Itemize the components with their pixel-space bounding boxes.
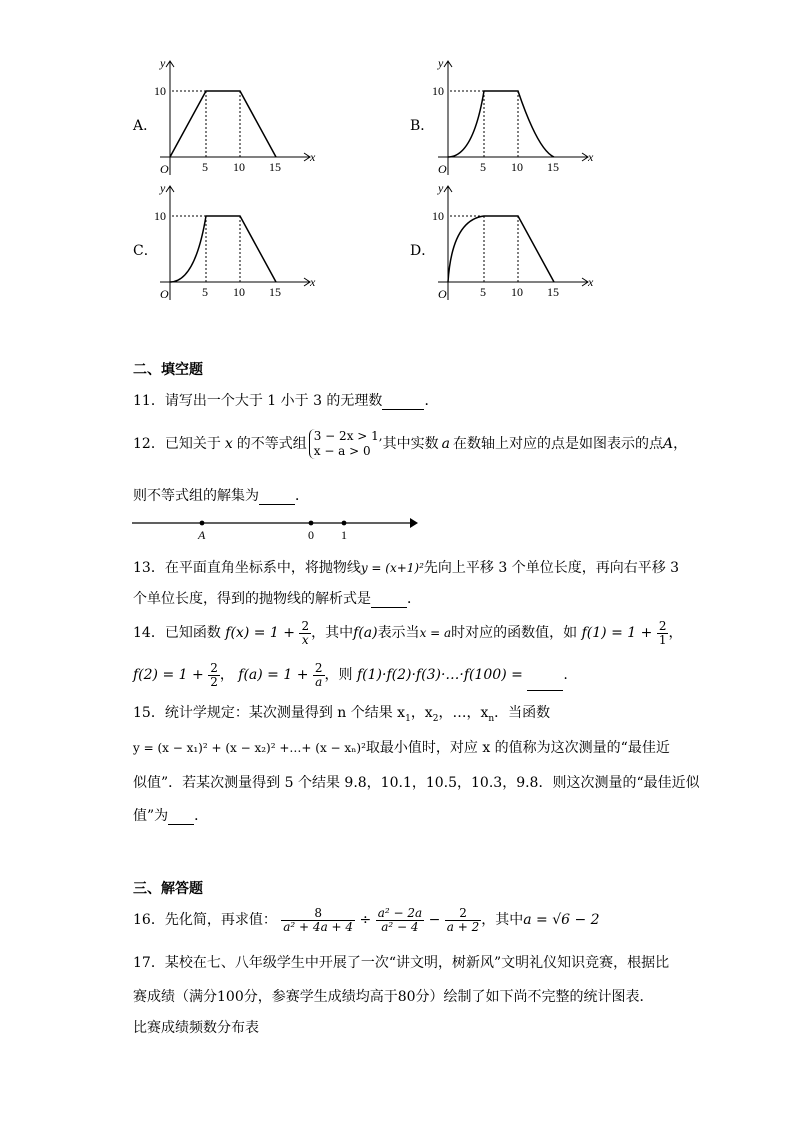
q12-text-4: 在数轴上对应的点是如图表示的点 (452, 436, 663, 452)
q14-text-2: ，其中 (311, 625, 354, 641)
q14-text-3: 表示当 (377, 625, 420, 641)
q12-text-5: ， (673, 436, 688, 452)
q14-answer-blank[interactable] (527, 660, 563, 691)
q14-sep: ， (219, 667, 234, 683)
origin-label: O (438, 287, 447, 301)
q11-text: 11．请写出一个大于 1 小于 3 的无理数 (133, 393, 383, 409)
question-16 (133, 905, 600, 935)
tick-10-y: 10 (432, 84, 444, 98)
q13-text-2: 先向上平移 3 个单位长度，再向右平移 3 (423, 560, 680, 576)
option-c-label[interactable]: C． (133, 243, 158, 259)
q12-text-1: 12．已知关于 (133, 436, 221, 452)
dashed-guides (172, 91, 240, 157)
q16-condition: a = √6 − 2 (523, 912, 600, 928)
tick-5: 5 (480, 285, 486, 299)
tick-5: 5 (202, 285, 208, 299)
q15-line-2 (133, 737, 670, 757)
tick-15: 15 (269, 285, 281, 299)
inequality-2: x − a > 0 (313, 444, 371, 458)
curve (170, 91, 276, 157)
point-A (200, 521, 205, 526)
question-11 (133, 390, 438, 410)
curve (170, 216, 276, 282)
q14-fa: f(a) (353, 625, 378, 641)
q14-text-4: 时对应的函数值，如 (451, 625, 578, 641)
q14-f1-fraction: $\frac{2}{1}$ (658, 618, 667, 647)
number-line-label-1: 1 (341, 528, 347, 542)
question-14 (133, 618, 682, 648)
option-c-graph (150, 180, 320, 310)
q14-fa2: f(a) = 1 + (238, 667, 309, 683)
q15-formula: y = (x − x₁)² + (x − x₂)² +…+ (x − xₙ)² (133, 741, 366, 755)
q16-fraction-3: $\frac{2}{a + 2}$ (446, 905, 480, 934)
q12-text-2: 的不等式组 (236, 436, 307, 452)
point-1 (342, 521, 347, 526)
q14-text-1: 14．已知函数 (133, 625, 221, 641)
option-d-graph (428, 180, 598, 310)
axes (160, 61, 310, 175)
y-axis-label: y (160, 56, 166, 70)
question-13 (133, 557, 679, 577)
tick-5: 5 (202, 160, 208, 174)
q12-end: ． (295, 488, 309, 504)
x-axis-label: x (310, 150, 316, 164)
tick-10-x: 10 (233, 160, 245, 174)
q17-line-3: 比赛成绩频数分布表 (133, 1020, 259, 1036)
tick-15: 15 (269, 160, 281, 174)
q15-line-3: 似值”．若某次测量得到 5 个结果 9.8，10.1，10.5，10.3，9.8．则这次测量的“最佳近似 (133, 775, 700, 791)
q15-text-2: 取最小值时，对应 x 的值称为这次测量的“最佳近 (365, 740, 670, 756)
y-axis-label: y (438, 56, 444, 70)
q12-var-x: x (224, 436, 233, 452)
q14-f1: f(1) = 1 + (581, 625, 653, 641)
q15-text-1: 15．统计学规定：某次测量得到 n 个结果 x (133, 705, 406, 721)
question-12 (133, 428, 687, 460)
q14-xa: x = a (419, 626, 452, 640)
q13-answer-blank[interactable] (371, 591, 407, 608)
q13-line-2 (133, 588, 421, 608)
point-0 (309, 521, 314, 526)
number-line-label-0: 0 (308, 528, 314, 542)
question-15: 15．统计学规定：某次测量得到 n 个结果 $x_1$，$x_2$，…，$x_n$．当函数 (133, 705, 551, 724)
q12-text-3: 其中实数 (382, 436, 439, 452)
q13-text-1: 13．在平面直角坐标系中，将抛物线 (133, 560, 361, 576)
tick-10-y: 10 (154, 209, 166, 223)
q16-text-1: 16．先化简，再求值： (133, 912, 277, 928)
q14-f2-fraction: $\frac{2}{2}$ (210, 660, 218, 689)
curve (448, 216, 554, 282)
dashed-guides (450, 216, 518, 282)
option-b-graph (428, 55, 598, 185)
arrow-icon (410, 518, 418, 528)
q12-answer-blank[interactable] (259, 488, 295, 505)
origin-label: O (438, 162, 447, 176)
dashed-guides (172, 216, 240, 282)
q15-end: ． (194, 808, 209, 824)
number-line-label-A: A (198, 528, 206, 542)
tick-10-x: 10 (511, 160, 523, 174)
tick-10-y: 10 (432, 209, 444, 223)
q16-fraction-1: $\frac{8}{\text{a² + 4a + 4}}$ (283, 905, 354, 934)
q16-fraction-2: $\frac{\text{a² − 2a}}{\text{a² − 4}}$ (377, 905, 423, 934)
q14-fx-fraction: $\frac{2}{x}$ (301, 618, 310, 647)
q15-line-4 (133, 805, 208, 825)
y-axis-label: y (438, 181, 444, 195)
x-axis-label: x (588, 275, 594, 289)
x-axis-label: x (588, 150, 594, 164)
tick-15: 15 (547, 160, 559, 174)
q14-text-5: ， (668, 625, 683, 641)
section-2-title: 二、填空题 (133, 362, 203, 378)
q16-divide: ÷ (359, 912, 372, 928)
dashed-guides (450, 91, 518, 157)
tick-5: 5 (480, 160, 486, 174)
axes (438, 61, 588, 175)
q14-text-6: ，则 (324, 667, 353, 683)
axes (160, 186, 310, 300)
curve (448, 91, 554, 157)
q11-end: ． (424, 393, 439, 409)
q14-fx: f(x) = 1 + (225, 625, 296, 641)
q13-end: ． (407, 591, 421, 607)
tick-10-x: 10 (511, 285, 523, 299)
q14-line-2 (133, 660, 568, 691)
q12-var-a: a (441, 436, 450, 452)
y-axis-label: y (160, 181, 166, 195)
q17-line-1: 17．某校在七、八年级学生中开展了一次“讲文明，树新风”文明礼仪知识竞赛，根据比 (133, 955, 670, 971)
option-b-label[interactable]: B． (410, 118, 435, 134)
tick-15: 15 (547, 285, 559, 299)
q16-minus: − (428, 912, 441, 928)
x-axis-label: x (310, 275, 316, 289)
q12-line-2-text: 则不等式组的解集为 (133, 488, 259, 504)
inequality-system (309, 429, 383, 459)
q16-text-2: ，其中 (481, 912, 524, 928)
q14-f2: f(2) = 1 + (133, 667, 204, 683)
q14-fa2-fraction: $\frac{2}{a}$ (314, 660, 323, 689)
option-d-label[interactable]: D． (410, 243, 436, 259)
q13-line-2-text: 个单位长度，得到的抛物线的解析式是 (133, 591, 371, 607)
q13-formula: y = (x+1)² (360, 561, 424, 575)
tick-10-x: 10 (233, 285, 245, 299)
option-a-graph (150, 55, 320, 185)
q14-product: f(1)·f(2)·f(3)·…·f(100) = (357, 667, 523, 683)
q12-var-A: A (662, 436, 674, 452)
tick-10-y: 10 (154, 84, 166, 98)
inequality-1: 3 − 2x > 1, (313, 429, 383, 443)
q15-answer-blank[interactable] (168, 808, 194, 825)
axes (438, 186, 588, 300)
q11-answer-blank[interactable] (382, 393, 424, 410)
q15-line-4-text: 值”为 (133, 808, 169, 824)
q12-line-2 (133, 485, 309, 505)
q17-line-2: 赛成绩（满分100分，参赛学生成绩均高于80分）绘制了如下尚不完整的统计图表． (133, 989, 654, 1005)
origin-label: O (160, 162, 169, 176)
origin-label: O (160, 287, 169, 301)
q14-end: . (563, 667, 568, 683)
number-line (130, 512, 420, 542)
section-3-title: 三、解答题 (133, 881, 203, 897)
option-a-label[interactable]: A． (133, 118, 158, 134)
